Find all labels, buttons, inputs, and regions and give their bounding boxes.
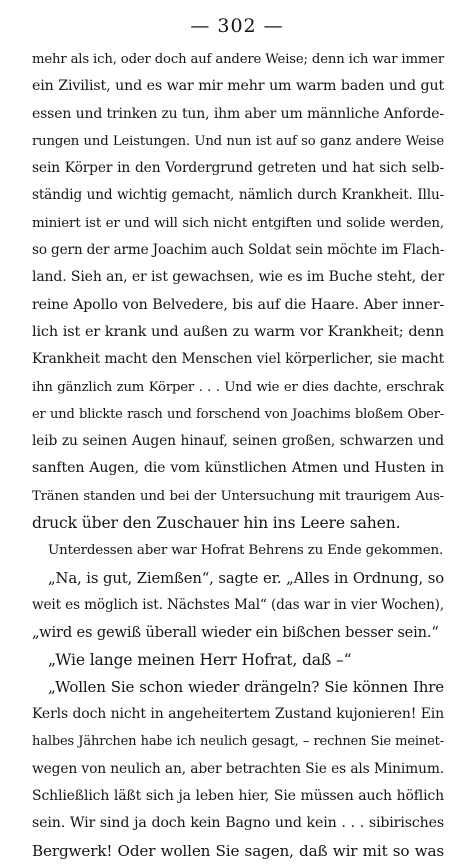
text-line: ihn gänzlich zum Körper . . . Und wie er dies dachte, erschrak [32, 379, 444, 395]
text-line: wegen von neulich an, aber betrachten Sie es als Minimum. [32, 760, 444, 777]
text-line: ständig und wichtig gemacht, nämlich durch Krankheit. Illu- [32, 187, 444, 204]
text-line: essen und trinken zu tun, ihm aber um männliche Anforde- [32, 105, 444, 122]
text-line: sein. Wir sind ja doch kein Bagno und kein . . . sibirisches [32, 815, 444, 832]
page-number: — 302 — [190, 15, 284, 37]
text-line: leib zu seinen Augen hinauf, seinen großen, schwarzen und [32, 433, 444, 450]
text-line: druck über den Zuschauer hin ins Leere sahen. [32, 514, 401, 533]
text-line: halbes Jährchen habe ich neulich gesagt, – rechnen Sie meinet- [32, 734, 444, 750]
text-line: reine Apollo von Belvedere, bis auf die Haare. Aber inner- [32, 296, 444, 313]
text-line: sein Körper in den Vordergrund getreten und hat sich selb- [32, 160, 444, 177]
text-line: Schließlich läßt sich ja leben hier, Sie müssen auch höflich [32, 788, 444, 805]
text-line: land. Sieh an, er ist gewachsen, wie es im Buche steht, der [32, 269, 444, 286]
text-line: sanften Augen, die vom künstlichen Atmen und Husten in [32, 460, 444, 477]
text-line: Kerls doch nicht in angeheitertem Zustand kujonieren! Ein [32, 706, 444, 723]
text-line: „Wollen Sie schon wieder drängeln? Sie können Ihre [48, 677, 444, 696]
text-line: ein Zivilist, und es war mir mehr um warm baden und gut [32, 78, 444, 95]
text-line: so gern der arme Joachim auch Soldat sein möchte im Flach- [32, 242, 445, 259]
text-line: er und blickte rasch und forschend von Joachims bloßem Ober- [32, 406, 444, 422]
text-line: „wird es gewiß überall wieder ein bißchen besser sein.“ [32, 624, 439, 642]
text-line: „Na, is gut, Ziemßen“, sagte er. „Alles in Ordnung, so [48, 569, 444, 587]
text-line: lich ist er krank und außen zu warm vor Krankheit; denn [32, 323, 444, 340]
text-line: weit es möglich ist. Nächstes Mal“ (das war in vier Wochen), [32, 596, 444, 613]
body-text [32, 46, 444, 865]
text-line: Tränen standen und bei der Untersuchung mit traurigem Aus- [32, 488, 444, 504]
text-line: Unterdessen aber war Hofrat Behrens zu Ende gekommen. [48, 543, 444, 559]
text-line: rungen und Leistungen. Und nun ist auf so ganz andere Weise [32, 133, 444, 149]
text-line: Bergwerk! Oder wollen Sie sagen, daß wir mit so was [32, 841, 444, 860]
text-line: miniert ist er und will sich nicht entgiften und solide werden, [32, 215, 444, 231]
text-line: Krankheit macht den Menschen viel körperlicher, sie macht [32, 351, 444, 368]
text-line: „Wie lange meinen Herr Hofrat, daß –“ [48, 650, 352, 669]
text-line: mehr als ich, oder doch auf andere Weise; denn ich war immer [32, 52, 444, 67]
